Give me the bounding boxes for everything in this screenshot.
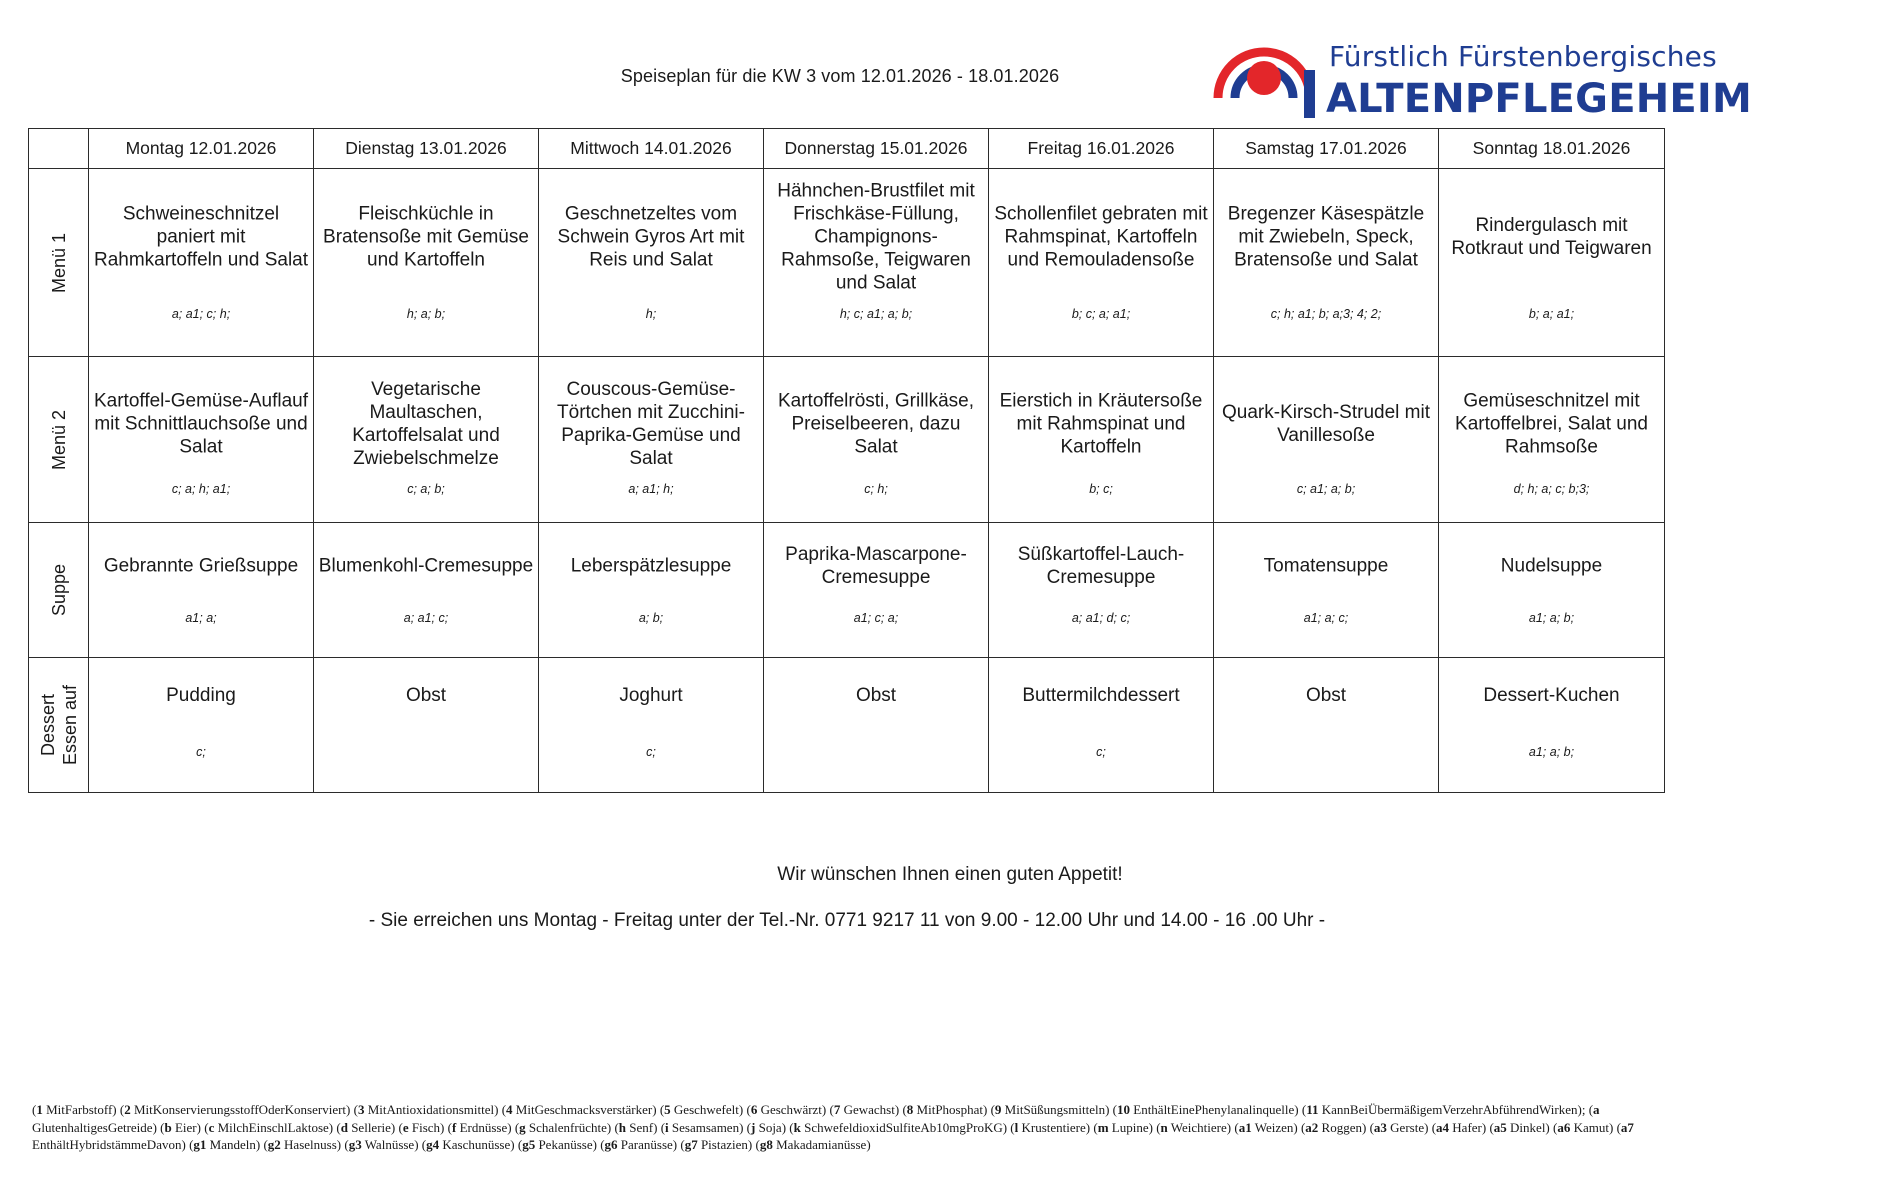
menu-cell	[539, 658, 764, 793]
menu-cell	[314, 523, 539, 658]
legend-item: (1 MitFarbstoff)	[32, 1102, 117, 1117]
legend-item: (l Krustentiere)	[1010, 1119, 1091, 1135]
dish-name: Schweineschnitzel paniert mit Rahmkartoffeln und Salat	[93, 203, 309, 270]
legend-item: (a6 Kamut)	[1553, 1119, 1614, 1135]
legend-code: h	[618, 1119, 627, 1135]
day-header: Samstag 17.01.2026	[1214, 129, 1439, 169]
dish-name: Bregenzer Käsespätzle mit Zwiebeln, Speck, Bratensoße und Salat	[1227, 203, 1425, 270]
legend-item: (g4 Kaschunüsse)	[421, 1137, 515, 1152]
legend-code: a7	[1620, 1119, 1634, 1135]
legend-item: (h Senf)	[614, 1119, 658, 1135]
legend-code: g7	[684, 1137, 698, 1152]
legend-code: 11	[1306, 1102, 1319, 1117]
dish-name: Blumenkohl-Cremesuppe	[318, 555, 534, 577]
legend-code: 7	[833, 1102, 841, 1117]
allergen-codes: a; a1; d; c;	[1071, 611, 1131, 625]
legend-text: KannBeiÜbermäßigemVerzehrAbführendWirken);	[1318, 1102, 1586, 1117]
allergen-codes: a1; a; b;	[1528, 611, 1575, 625]
legend-code: 6	[750, 1102, 758, 1117]
logo-line-1: Fürstlich Fürstenbergisches	[1329, 40, 1717, 73]
legend-text: Geschwefelt)	[670, 1102, 744, 1117]
dish-name: Joghurt	[619, 685, 683, 706]
legend-text: Paranüsse)	[617, 1137, 678, 1152]
legend-text: Gewachst)	[840, 1102, 900, 1117]
allergen-codes: a; a1; h;	[628, 482, 674, 496]
legend-text: EnthältHybridstämmeDavon)	[32, 1137, 186, 1152]
dish-name: Fleischküchle in Bratensoße mit Gemüse und Kartoffeln	[323, 203, 529, 270]
legend-text: Pistazien)	[697, 1137, 753, 1152]
legend-text: Lupine)	[1108, 1119, 1153, 1135]
legend-text: Haselnuss)	[280, 1137, 342, 1152]
menu-cell	[1439, 169, 1665, 357]
legend-text: Weizen)	[1251, 1119, 1298, 1135]
legend-text: Gerste)	[1386, 1119, 1429, 1135]
legend-item: (g5 Pekanüsse)	[517, 1137, 597, 1152]
legend-item: (g1 Mandeln)	[189, 1137, 261, 1152]
page-title: Speiseplan für die KW 3 vom 12.01.2026 - 18.01.2026	[620, 66, 1060, 86]
allergen-codes: c;	[646, 745, 656, 759]
legend-item: (a2 Roggen)	[1300, 1119, 1367, 1135]
allergen-codes: a; a1; c;	[403, 611, 449, 625]
legend-item: (m Lupine)	[1093, 1119, 1153, 1135]
legend-code: g5	[522, 1137, 536, 1152]
allergen-codes: a; a1; c; h;	[171, 307, 231, 321]
dish-name: Couscous-Gemüse-Törtchen mit Zucchini-Paprika-Gemüse und Salat	[557, 378, 745, 469]
legend-text: MitAntioxidationsmittel)	[364, 1102, 499, 1117]
legend-code: g	[519, 1119, 526, 1135]
allergen-codes: c; a1; a; b;	[1296, 482, 1356, 496]
legend-item: (k SchwefeldioxidSulfiteAb10mgProKG)	[789, 1119, 1008, 1135]
menu-cell	[314, 658, 539, 793]
dish-name: Kartoffelrösti, Grillkäse, Preiselbeeren, dazu Salat	[777, 390, 975, 457]
allergen-codes: c; h; a1; b; a;3; 4; 2;	[1270, 307, 1382, 321]
appetite-message: Wir wünschen Ihnen einen guten Appetit!	[777, 864, 1123, 885]
logo	[1208, 26, 1753, 122]
legend-text: Roggen)	[1318, 1119, 1367, 1135]
legend-text: MitKonservierungsstoffOderKonserviert)	[130, 1102, 351, 1117]
dish-name: Dessert-Kuchen	[1483, 685, 1620, 706]
legend-item: (g8 Makadamianüsse)	[755, 1137, 871, 1152]
dish-name: Rindergulasch mit Rotkraut und Teigwaren	[1451, 214, 1652, 259]
row-soup	[29, 523, 1665, 658]
allergen-codes: b; c;	[1089, 482, 1113, 496]
menu-table	[28, 128, 1665, 793]
dish-name: Gebrannte Grießsuppe	[103, 555, 299, 577]
menu-cell	[764, 357, 989, 523]
legend-item: (a7 EnthältHybridstämmeDavon)	[32, 1119, 1634, 1152]
legend-text: Fisch)	[408, 1119, 445, 1135]
legend-text: Kamut)	[1570, 1119, 1614, 1135]
legend-code: e	[402, 1119, 409, 1135]
legend-item: (a1 Weizen)	[1234, 1119, 1298, 1135]
legend-item: (a GlutenhaltigesGetreide)	[32, 1102, 1600, 1135]
legend-code: f	[451, 1119, 457, 1135]
allergen-codes: h; c; a1; a; b;	[839, 307, 913, 321]
allergen-codes: c; h;	[864, 482, 888, 496]
menu-cell	[1214, 357, 1439, 523]
menu-cell	[764, 658, 989, 793]
menu-cell	[89, 658, 314, 793]
legend-text: Erdnüsse)	[456, 1119, 512, 1135]
allergen-codes: d; h; a; c; b;3;	[1513, 482, 1590, 496]
menu-cell	[314, 169, 539, 357]
legend-text: MitPhosphat)	[913, 1102, 988, 1117]
legend-text: MilchEinschlLaktose)	[214, 1119, 334, 1135]
legend-text: Soja)	[755, 1119, 787, 1135]
dish-name: Leberspätzlesuppe	[570, 555, 732, 577]
allergen-codes: a1; a;	[185, 611, 217, 625]
allergen-codes: a1; a; c;	[1303, 611, 1349, 625]
dish-name: Paprika-Mascarpone-Cremesuppe	[785, 544, 967, 588]
legend-text: Eier)	[171, 1119, 201, 1135]
legend-item: (g7 Pistazien)	[680, 1137, 753, 1152]
dish-name: Quark-Kirsch-Strudel mit Vanillesoße	[1222, 401, 1430, 446]
legend-text: Hafer)	[1449, 1119, 1487, 1135]
legend-code: n	[1160, 1119, 1168, 1135]
menu-cell	[1214, 523, 1439, 658]
menu-cell	[1439, 357, 1665, 523]
dish-name: Tomatensuppe	[1263, 555, 1389, 577]
legend-text: Weichtiere)	[1167, 1119, 1232, 1135]
allergen-codes: h;	[645, 307, 657, 321]
legend-item: (3 MitAntioxidationsmittel)	[353, 1102, 499, 1117]
legend-item: (g6 Paranüsse)	[600, 1137, 678, 1152]
legend-item: (9 MitSüßungsmitteln)	[990, 1102, 1110, 1117]
legend-item: (2 MitKonservierungsstoffOderKonserviert)	[119, 1102, 351, 1117]
legend-code: k	[793, 1119, 801, 1135]
row-dessert	[29, 658, 1665, 793]
legend-code: a6	[1557, 1119, 1571, 1135]
menu-cell	[989, 523, 1214, 658]
legend-item: (b Eier)	[160, 1119, 201, 1135]
legend-item: (i Sesamsamen)	[660, 1119, 744, 1135]
legend-code: a2	[1305, 1119, 1319, 1135]
day-header: Dienstag 13.01.2026	[314, 129, 539, 169]
legend-code: a	[1593, 1102, 1600, 1117]
legend-code: 3	[357, 1102, 365, 1117]
menu-cell	[314, 357, 539, 523]
dish-name: Nudelsuppe	[1500, 555, 1603, 577]
dish-name: Geschnetzeltes vom Schwein Gyros Art mit Reis und Salat	[557, 203, 745, 270]
legend-code: 1	[36, 1102, 43, 1117]
day-header: Donnerstag 15.01.2026	[764, 129, 989, 169]
allergen-codes: a1; c; a;	[853, 611, 899, 625]
row-menu-2	[29, 357, 1665, 523]
logo-line-2: ALTENPFLEGEHEIM	[1326, 76, 1753, 122]
allergen-codes: c; a; h; a1;	[171, 482, 231, 496]
legend-text: Senf)	[626, 1119, 658, 1135]
menu-cell	[1214, 658, 1439, 793]
legend-text: Walnüsse)	[361, 1137, 419, 1152]
legend-text: Dinkel)	[1506, 1119, 1550, 1135]
legend-item: (4 MitGeschmacksverstärker)	[501, 1102, 657, 1117]
legend-code: 9	[994, 1102, 1002, 1117]
legend-item: (8 MitPhosphat)	[902, 1102, 988, 1117]
menu-cell	[539, 523, 764, 658]
legend-item: (a5 Dinkel)	[1489, 1119, 1550, 1135]
day-header: Sonntag 18.01.2026	[1439, 129, 1665, 169]
legend-item: (f Erdnüsse)	[447, 1119, 512, 1135]
legend-text: MitSüßungsmitteln)	[1001, 1102, 1110, 1117]
legend-item: (a3 Gerste)	[1369, 1119, 1429, 1135]
legend-code: 8	[906, 1102, 914, 1117]
menu-cell	[1439, 523, 1665, 658]
legend-code: m	[1097, 1119, 1109, 1135]
menu-cell	[989, 169, 1214, 357]
legend-text: MitFarbstoff)	[42, 1102, 117, 1117]
legend-code: c	[208, 1119, 215, 1135]
legend-code: g2	[267, 1137, 281, 1152]
dish-name: Pudding	[166, 685, 236, 706]
dish-name: Süßkartoffel-Lauch-Cremesuppe	[1017, 544, 1185, 588]
legend-text: Geschwärzt)	[757, 1102, 827, 1117]
allergen-codes: h; a; b;	[406, 307, 446, 321]
contact-info: - Sie erreichen uns Montag - Freitag unter der Tel.-Nr. 0771 9217 11 von 9.00 - 12.00 Uhr und 14.00 - 16 .00 Uhr -	[368, 910, 1326, 931]
row-label: Suppe	[29, 523, 89, 658]
row-label: Dessert Essen auf	[29, 658, 89, 793]
allergen-codes: c;	[1096, 745, 1106, 759]
legend-text: Makadamianüsse)	[772, 1137, 871, 1152]
dish-name: Kartoffel-Gemüse-Auflauf mit Schnittlauchsoße und Salat	[93, 390, 309, 457]
legend-item: (11 KannBeiÜbermäßigemVerzehrAbführendWirken);	[1301, 1102, 1586, 1117]
legend-code: g1	[193, 1137, 207, 1152]
menu-cell	[764, 523, 989, 658]
menu-cell	[764, 169, 989, 357]
legend-item: (j Soja)	[746, 1119, 787, 1135]
dish-name: Obst	[855, 685, 897, 706]
allergen-codes: c; a; b;	[407, 482, 445, 496]
legend-text: Schalenfrüchte)	[525, 1119, 612, 1135]
legend-item: (n Weichtiere)	[1156, 1119, 1232, 1135]
legend-item: (a4 Hafer)	[1431, 1119, 1487, 1135]
allergen-legend	[32, 1101, 1664, 1154]
menu-cell	[89, 169, 314, 357]
allergen-codes: b; c; a; a1;	[1071, 307, 1131, 321]
legend-item: (g3 Walnüsse)	[344, 1137, 419, 1152]
legend-code: d	[340, 1119, 348, 1135]
menu-cell	[89, 523, 314, 658]
allergen-codes: b; a; a1;	[1528, 307, 1575, 321]
legend-code: g6	[604, 1137, 618, 1152]
menu-cell	[989, 658, 1214, 793]
legend-item: (6 Geschwärzt)	[746, 1102, 827, 1117]
menu-cell	[539, 169, 764, 357]
legend-text: Pekanüsse)	[535, 1137, 597, 1152]
legend-text: Kaschunüsse)	[439, 1137, 515, 1152]
dish-name: Gemüseschnitzel mit Kartoffelbrei, Salat und Rahmsoße	[1455, 390, 1648, 457]
legend-text: MitGeschmacksverstärker)	[512, 1102, 657, 1117]
menu-cell	[89, 357, 314, 523]
menu-cell	[989, 357, 1214, 523]
dish-name: Obst	[405, 685, 447, 706]
legend-code: j	[751, 1119, 756, 1135]
legend-code: i	[665, 1119, 669, 1135]
legend-text: GlutenhaltigesGetreide)	[32, 1119, 157, 1135]
allergen-codes: a; b;	[638, 611, 664, 625]
legend-text: EnthältEinePhenylanalinquelle)	[1130, 1102, 1299, 1117]
dish-name: Buttermilchdessert	[1022, 685, 1180, 706]
row-label: Menü 1	[29, 169, 89, 357]
header-row	[29, 129, 1665, 169]
menu-cell	[539, 357, 764, 523]
dish-name: Eierstich in Kräutersoße mit Rahmspinat und Kartoffeln	[999, 390, 1203, 457]
legend-code: g4	[426, 1137, 440, 1152]
legend-code: a4	[1436, 1119, 1450, 1135]
logo-mark-icon	[1208, 26, 1320, 122]
dish-name: Schollenfilet gebraten mit Rahmspinat, Kartoffeln und Remouladensoße	[994, 203, 1208, 270]
legend-item: (10 EnthältEinePhenylanalinquelle)	[1112, 1102, 1299, 1117]
legend-item: (c MilchEinschlLaktose)	[204, 1119, 334, 1135]
legend-code: a1	[1238, 1119, 1252, 1135]
legend-code: 4	[506, 1102, 513, 1117]
day-header: Mittwoch 14.01.2026	[539, 129, 764, 169]
legend-code: 10	[1117, 1102, 1130, 1117]
legend-text: Krustentiere)	[1018, 1119, 1091, 1135]
row-menu-1	[29, 169, 1665, 357]
menu-cell	[1214, 169, 1439, 357]
legend-item: (5 Geschwefelt)	[659, 1102, 744, 1117]
legend-text: SchwefeldioxidSulfiteAb10mgProKG)	[800, 1119, 1008, 1135]
dish-name: Obst	[1305, 685, 1347, 706]
dish-name: Vegetarische Maultaschen, Kartoffelsalat und Zwiebelschmelze	[352, 378, 500, 469]
day-header: Montag 12.01.2026	[89, 129, 314, 169]
legend-code: a5	[1493, 1119, 1507, 1135]
legend-item: (g Schalenfrüchte)	[514, 1119, 612, 1135]
allergen-codes: c;	[196, 745, 206, 759]
legend-item: (g2 Haselnuss)	[263, 1137, 342, 1152]
dish-name: Hähnchen-Brustfilet mit Frischkäse-Füllung, Champignons-Rahmsoße, Teigwaren und Salat	[777, 180, 975, 293]
legend-code: g3	[348, 1137, 362, 1152]
legend-code: b	[164, 1119, 172, 1135]
legend-code: l	[1014, 1119, 1019, 1135]
legend-code: a3	[1373, 1119, 1387, 1135]
legend-code: 2	[124, 1102, 131, 1117]
legend-code: 5	[664, 1102, 671, 1117]
legend-item: (d Sellerie)	[336, 1119, 396, 1135]
row-label: Menü 2	[29, 357, 89, 523]
menu-cell	[1439, 658, 1665, 793]
legend-code: g8	[759, 1137, 773, 1152]
allergen-codes: a1; a; b;	[1528, 745, 1575, 759]
day-header: Freitag 16.01.2026	[989, 129, 1214, 169]
legend-text: Sellerie)	[347, 1119, 396, 1135]
legend-item: (7 Gewachst)	[829, 1102, 900, 1117]
legend-text: Mandeln)	[206, 1137, 261, 1152]
legend-text: Sesamsamen)	[668, 1119, 744, 1135]
corner-cell	[29, 129, 89, 169]
legend-item: (e Fisch)	[398, 1119, 445, 1135]
